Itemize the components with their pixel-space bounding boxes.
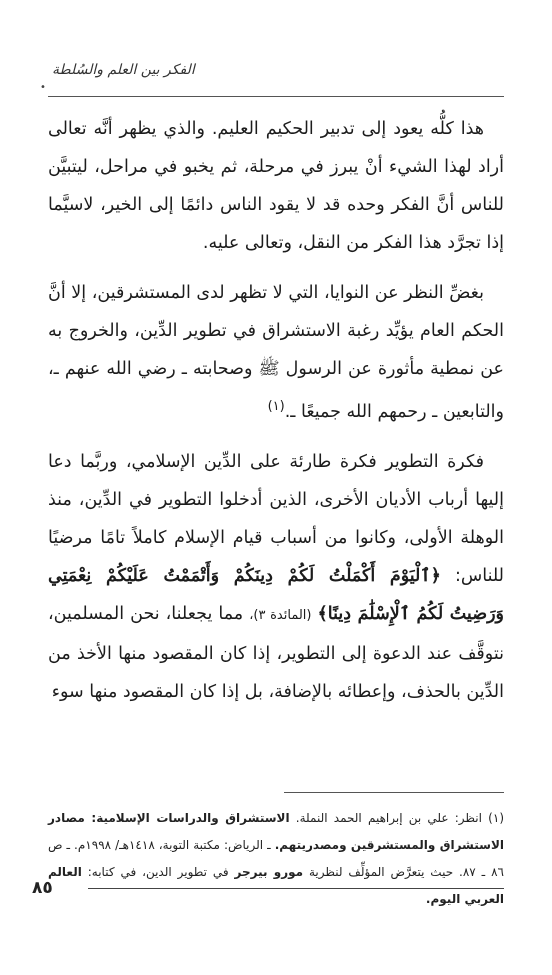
paragraph-3-rest: مما يجعلنا، نحن المسلمين، نتوقَّف عند الدعوة إلى التطوير، إذا كان المقصود منها الأخذ من الدِّين بالحذف، وإعطائه بالإضافة، بل إذا كان المقصود منها سوء: [48, 603, 504, 702]
page-number: ٨٥: [32, 878, 53, 898]
header-ornament: •: [40, 82, 46, 93]
quran-verse: ﴿ٱلْيَوْمَ أَكْمَلْتُ لَكُمْ دِينَكُمْ وَأَتْمَمْتُ عَلَيْكُمْ نِعْمَتِي وَرَضِيتُ لَكُمُ ٱلْإِسْلَٰمَ دِينًا﴾: [48, 565, 504, 624]
paragraph-2: [48, 274, 504, 431]
footnote-marker[interactable]: (١): [267, 399, 285, 414]
footer-rule: [88, 888, 504, 889]
footnote-number: (١): [488, 811, 504, 825]
footnote-book-ref: العالم العربي اليوم.: [48, 865, 504, 906]
paragraph-3: [48, 443, 504, 711]
paragraph-3-intro: فكرة التطوير فكرة طارئة على الدِّين الإسلامي، وربَّما دعا إليها أرباب الأديان الأخرى، الذين أدخلوا التطوير في الدِّين، منذ الوهلة الأولى، وكانوا من أسباب قيام الإسلام كاملاً تامًا مرضيًا للناس:: [48, 451, 504, 586]
footnote-publisher: ـ الرياض: مكتبة التوبة، ١٤١٨هـ/ ١٩٩٨م. ـ ص ٨٦ ـ ٨٧. حيث يتعرَّض المؤلِّف لنظرية: [48, 838, 504, 879]
paragraph-1: هذا كلُّه يعود إلى تدبير الحكيم العليم. والذي يظهر أنَّه تعالى أراد لهذا الشيء أنْ يبرز في مرحلة، ثم يخبو في مراحل، ليتبيَّن للناس أنَّ الفكر وحده قد لا يقود الناس دائمًا إلى الخير، لاسيَّما إذا تجرَّد هذا الفكر من النقل، وتعالى عليه.: [48, 119, 504, 253]
main-text: [48, 110, 504, 711]
surah-reference: (المائدة ٣)،: [249, 607, 312, 623]
footnote-middle: في تطوير الدين، في كتابه:: [87, 865, 229, 879]
footnote-book-title: الاستشراق والدراسات الإسلامية: مصادر الاستشراق والمستشرقين ومصدريتهم.: [48, 811, 505, 852]
footnote-lead: انظر: علي بن إبراهيم الحمد النملة.: [295, 811, 482, 825]
paragraph-2-text: بغضِّ النظر عن النوايا، التي لا تظهر لدى المستشرقين، إلا أنَّ الحكم العام يؤيِّد رغبة الاستشراق في تطوير الدِّين، والخروج به عن نمطية مأثورة عن الرسول ﷺ وصحابته ـ رضي الله عنهم ـ، والتابعين ـ رحمهم الله جميعًا ـ.: [48, 283, 504, 422]
running-header-title: الفكر بين العلم والسُلطة: [52, 62, 195, 78]
footnote-separator: [284, 792, 504, 793]
header-rule: [48, 96, 504, 97]
footnote: [48, 805, 504, 913]
footnote-author-ref: مورو بيرجر: [234, 865, 304, 879]
